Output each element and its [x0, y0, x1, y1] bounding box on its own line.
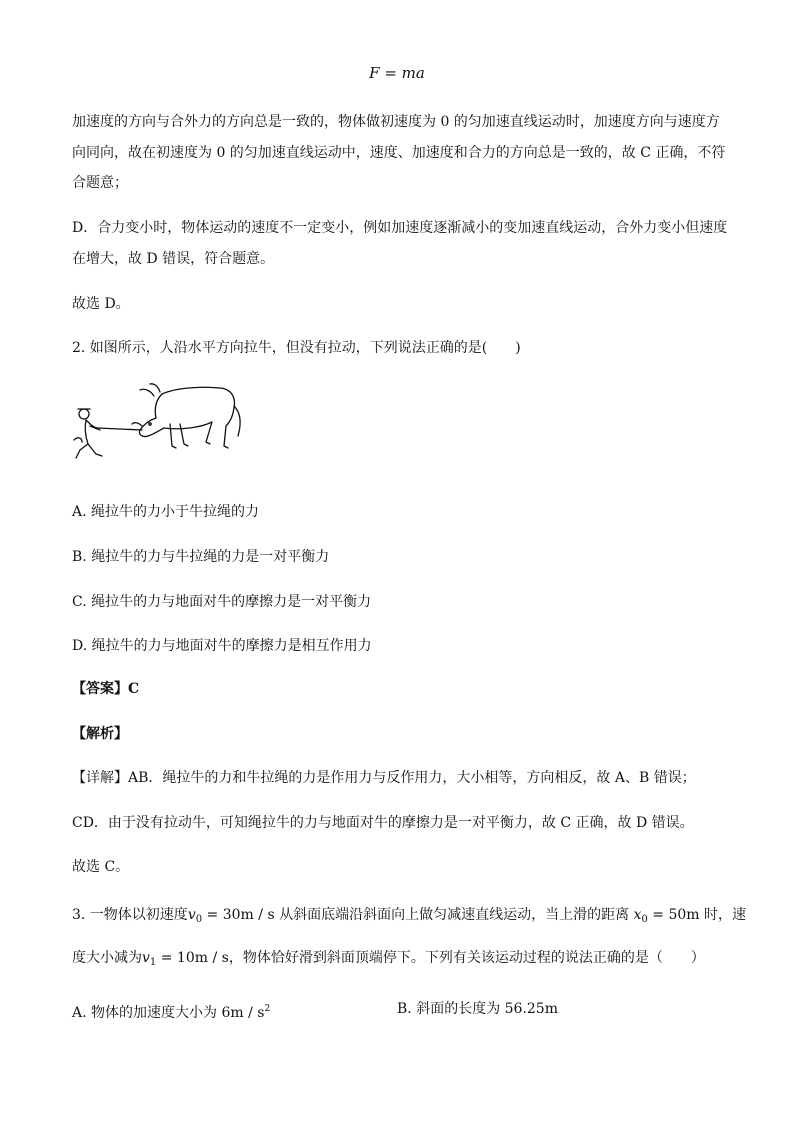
math-sub: 1 [149, 957, 157, 968]
text-segment: 3. 一物体以初速度 [72, 907, 188, 923]
man-pulling-ox-illustration [70, 378, 248, 470]
answer-label: 【答案】C [72, 681, 140, 697]
paragraph-line: 加速度的方向与合外力的方向总是一致的，物体做初速度为 0 的匀加速直线运动时，加速度方向与速度方 [72, 114, 720, 130]
math-sub: 0 [641, 914, 648, 925]
math-sub: 0 [195, 914, 203, 925]
option-d: D. 绳拉牛的力与地面对牛的摩擦力是相互作用力 [72, 638, 372, 654]
math-var: v [142, 950, 150, 966]
text-segment: 度大小减为 [72, 950, 142, 966]
paragraph-line: D．合力变小时，物体运动的速度不一定变小，例如加速度逐渐减小的变加速直线运动，合外力变小但速度 [72, 220, 728, 236]
text-segment: A. 物体的加速度大小为 6m / s [72, 1005, 265, 1021]
option-a: A. 绳拉牛的力小于牛拉绳的力 [72, 504, 260, 520]
detail-text: CD．由于没有拉动牛，可知绳拉牛的力与地面对牛的摩擦力是一对平衡力，故 C 正确，故 D 错误。 [72, 815, 694, 831]
math-var: x [633, 907, 642, 923]
paragraph-line: 在增大，故 D 错误，符合题意。 [72, 251, 275, 267]
text-segment: = 50m 时，速 [647, 907, 746, 923]
question-stem [72, 948, 705, 973]
math-sup: 2 [264, 1004, 271, 1014]
text-segment: = 30m / s 从斜面底端沿斜面向上做匀减速直线运动，当上滑的距离 [202, 907, 634, 923]
question-stem [72, 905, 746, 930]
analysis-label: 【解析】 [72, 726, 128, 742]
text-segment: = 10m / s，物体恰好滑到斜面顶端停下。下列有关该运动过程的说法正确的是（ ） [156, 950, 705, 966]
math-var: v [187, 907, 196, 923]
question-stem: 2. 如图所示，人沿水平方向拉牛，但没有拉动，下列说法正确的是( ) [72, 340, 521, 356]
option-a [72, 999, 270, 1023]
option-b: B. 绳拉牛的力与牛拉绳的力是一对平衡力 [72, 549, 330, 565]
formula: F = ma [369, 64, 425, 82]
option-c: C. 绳拉牛的力与地面对牛的摩擦力是一对平衡力 [72, 594, 372, 610]
paragraph-line: 合题意； [72, 175, 128, 191]
paragraph-line: 向同向，故在初速度为 0 的匀加速直线运动中，速度、加速度和合力的方向总是一致的，故 C 正确，不符 [72, 145, 726, 161]
conclusion: 故选 D。 [72, 296, 130, 312]
conclusion: 故选 C。 [72, 859, 130, 875]
option-b: B. 斜面的长度为 56.25m [397, 1001, 558, 1017]
detail-text: 【详解】AB．绳拉牛的力和牛拉绳的力是作用力与反作用力，大小相等，方向相反，故 A、B 错误； [72, 770, 696, 786]
